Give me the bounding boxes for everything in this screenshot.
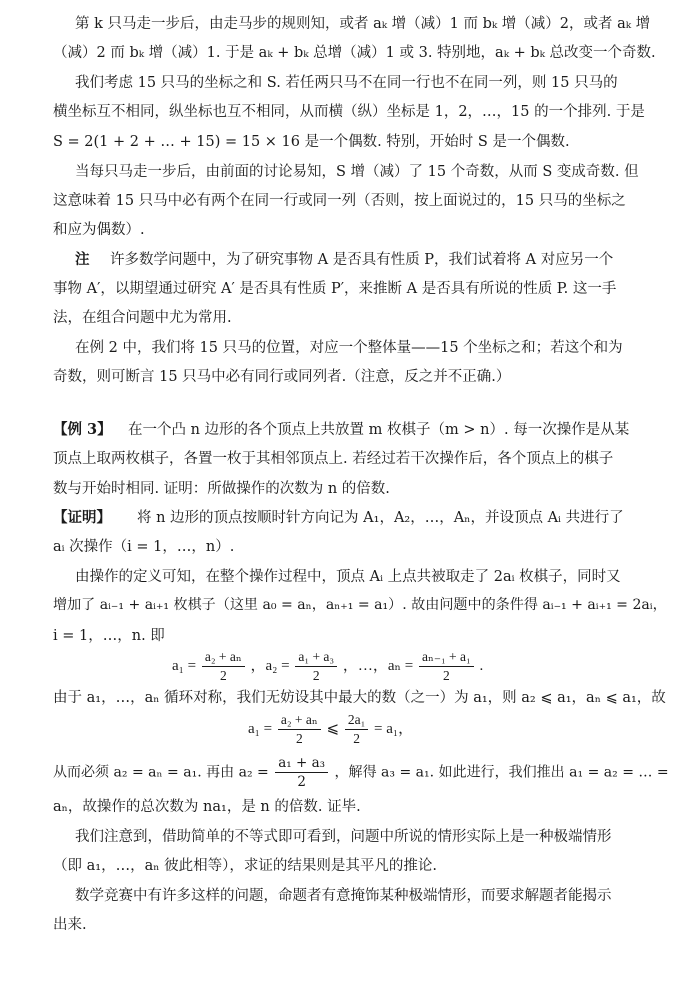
paragraph-line: 这意味着 15 只马中必有两个在同一行或同一列（否则，按上面说过的，15 只马的坐标之	[53, 193, 626, 209]
paragraph-line: 当每只马走一步后，由前面的讨论易知，S 增（减）了 15 个奇数，从而 S 变成奇数. 但	[75, 164, 639, 180]
paragraph-line: aᵢ 次操作（i = 1，…，n）.	[53, 539, 235, 555]
paragraph-line: 顶点上取两枚棋子，各置一枚于其相邻顶点上. 若经过若干次操作后，各个顶点上的棋子	[53, 451, 614, 467]
fraction-denominator: 2	[219, 668, 227, 683]
equation-text: a₁ =	[248, 720, 273, 737]
paragraph-line: 许多数学问题中，为了研究事物 A 是否具有性质 P，我们试着将 A 对应另一个	[110, 252, 614, 268]
paragraph-line: S = 2(1 + 2 + … + 15) = 15 × 16 是一个偶数. 特别，开始时 S 是一个偶数.	[53, 134, 570, 150]
equation-text: .	[479, 657, 484, 674]
paragraph-line: 将 n 边形的顶点按顺时针方向记为 A₁，A₂，…，Aₙ，并设顶点 Aᵢ 共进行了	[137, 510, 624, 526]
paragraph-line: （即 a₁，…，aₙ 彼此相等），求证的结果则是其平凡的推论.	[53, 858, 437, 874]
paragraph-line: 数与开始时相同. 证明：所做操作的次数为 n 的倍数.	[53, 481, 390, 497]
fraction-denominator: 2	[297, 774, 306, 790]
fraction-numerator: a₁ + a₃	[275, 754, 328, 773]
fraction-numerator: a₂ + aₙ	[278, 711, 321, 730]
paragraph-line: 第 k 只马走一步后，由走马步的规则知，或者 aₖ 增（减）1 而 bₖ 增（减）2，或者 aₖ 增	[75, 16, 651, 32]
equation-text: a₁ =	[172, 657, 197, 674]
fraction-numerator: aₙ₋₁ + a₁	[419, 648, 474, 667]
paragraph-line: i = 1，…，n. 即	[53, 628, 165, 644]
fraction-denominator: 2	[442, 668, 450, 683]
fraction	[295, 648, 337, 685]
fraction-numerator: 2a₁	[345, 711, 368, 730]
fraction-denominator: 2	[312, 668, 320, 683]
equation-text: ，…，aₙ =	[342, 657, 414, 674]
paragraph-line: （减）2 而 bₖ 增（减）1. 于是 aₖ + bₖ 总增（减）1 或 3. 特别地，aₖ + bₖ 总改变一个奇数.	[53, 45, 656, 61]
fraction	[202, 648, 245, 685]
equation-text: = a₁，	[374, 720, 414, 737]
equation-text: ，a₂ =	[250, 657, 290, 674]
fraction-numerator: a₁ + a₃	[295, 648, 337, 667]
paragraph-line: 法，在组合问题中尤为常用.	[53, 310, 232, 326]
paragraph-line: 在一个凸 n 边形的各个顶点上共放置 m 枚棋子（m > n）. 每一次操作是从某	[128, 422, 630, 438]
fraction	[345, 711, 368, 748]
paragraph-line: 和应为偶数）.	[53, 222, 145, 238]
paragraph-line: 由于 a₁，…，aₙ 循环对称，我们无妨设其中最大的数（之一）为 a₁，则 a₂ ⩽ a₁，aₙ ⩽ a₁，故	[53, 690, 666, 706]
paragraph-line: 在例 2 中，我们将 15 只马的位置，对应一个整体量——15 个坐标之和；若这个和为	[75, 340, 623, 356]
paragraph-line: 我们考虑 15 只马的坐标之和 S. 若任两只马不在同一行也不在同一列，则 15 只马的	[75, 75, 618, 91]
example-label: 【例 3】	[53, 421, 112, 438]
fraction	[419, 648, 474, 685]
paragraph-line: 横坐标互不相同，纵坐标也互不相同，从而横（纵）坐标是 1，2，…，15 的一个排列. 于是	[53, 104, 645, 120]
paragraph-line: 增加了 aᵢ₋₁ + aᵢ₊₁ 枚棋子（这里 a₀ = aₙ，aₙ₊₁ = a₁）. 故由问题中的条件得 aᵢ₋₁ + aᵢ₊₁ = 2aᵢ，	[53, 597, 667, 613]
proof-label: 【证明】	[53, 509, 111, 526]
paragraph-line	[53, 754, 669, 791]
paragraph-line: 出来.	[53, 917, 87, 933]
equation-text: ，解得 a₃ = a₁. 如此进行，我们推出 a₁ = a₂ = … =	[334, 764, 669, 781]
fraction-denominator: 2	[295, 731, 303, 746]
fraction-numerator: a₂ + aₙ	[202, 648, 245, 667]
equation-text: 从而必须 a₂ = aₙ = a₁. 再由 a₂ =	[53, 764, 269, 781]
paragraph-line: aₙ，故操作的总次数为 na₁，是 n 的倍数. 证毕.	[53, 799, 361, 815]
equation-text: ⩽	[326, 720, 340, 737]
equation-1	[172, 648, 483, 685]
note-label: 注	[75, 251, 90, 268]
paragraph-line: 奇数，则可断言 15 只马中必有同行或同列者.（注意，反之并不正确.）	[53, 369, 511, 385]
equation-2	[248, 711, 413, 748]
paragraph-line: 由操作的定义可知，在整个操作过程中，顶点 Aᵢ 上点共被取走了 2aᵢ 枚棋子，同时又	[75, 569, 621, 585]
paragraph-line: 数学竞赛中有许多这样的问题，命题者有意掩饰某种极端情形，而要求解题者能揭示	[75, 888, 612, 904]
paragraph-line: 事物 A′，以期望通过研究 A′ 是否具有性质 P′，来推断 A 是否具有所说的性质 P. 这一手	[53, 281, 617, 297]
fraction	[275, 754, 328, 791]
fraction-denominator: 2	[353, 731, 360, 746]
fraction	[278, 711, 321, 748]
paragraph-line: 我们注意到，借助简单的不等式即可看到，问题中所说的情形实际上是一种极端情形	[75, 829, 612, 845]
